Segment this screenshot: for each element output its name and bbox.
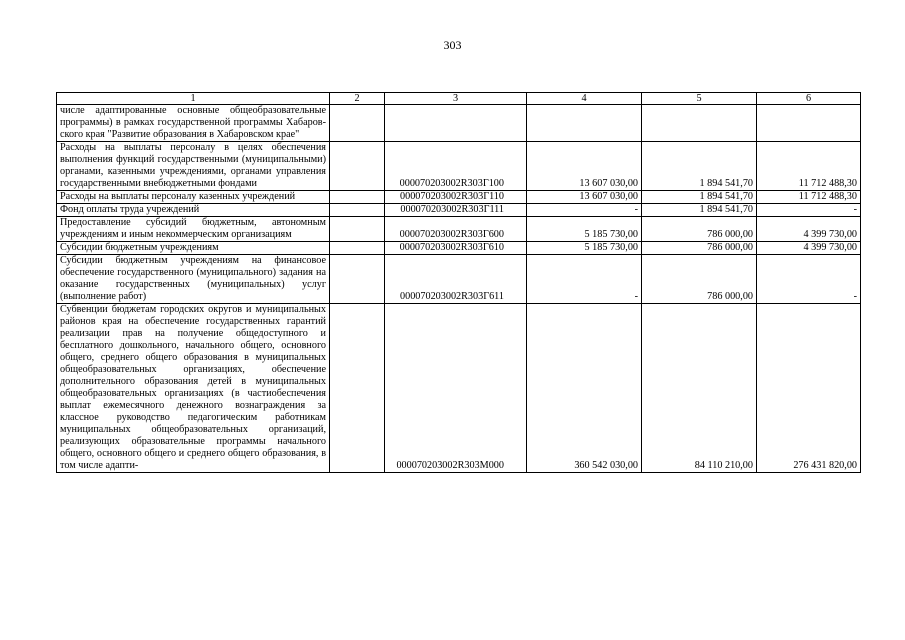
budget-table <box>56 92 861 473</box>
row-description: числе адаптированные основные общеобразовательные программы) в рамках государственной программы Хабаров-ского края "Развитие образования в Хабаровском крае" <box>57 105 330 142</box>
row-col2 <box>330 255 385 304</box>
row-code: 000070203002R303Г111 <box>385 204 527 217</box>
column-header: 3 <box>385 93 527 105</box>
row-value-6: 4 399 730,00 <box>757 242 861 255</box>
row-value-4: - <box>527 255 642 304</box>
table-row <box>57 304 861 473</box>
table-row <box>57 105 861 142</box>
row-value-5: 1 894 541,70 <box>642 191 757 204</box>
row-value-4: 5 185 730,00 <box>527 217 642 242</box>
row-value-5: 1 894 541,70 <box>642 142 757 191</box>
row-value-4: - <box>527 204 642 217</box>
row-value-4: 13 607 030,00 <box>527 191 642 204</box>
row-col2 <box>330 105 385 142</box>
row-value-5 <box>642 105 757 142</box>
row-value-6: - <box>757 255 861 304</box>
table-row <box>57 191 861 204</box>
row-code: 000070203002R303Г610 <box>385 242 527 255</box>
row-col2 <box>330 191 385 204</box>
row-code: 000070203002R303Г110 <box>385 191 527 204</box>
page-number: 303 <box>443 38 462 52</box>
row-description: Предоставление субсидий бюджетным, автономным учреждениям и иным некоммерческим организациям <box>57 217 330 242</box>
row-code: 000070203002R303Г100 <box>385 142 527 191</box>
row-code: 000070203002R303М000 <box>385 304 527 473</box>
row-value-5: 786 000,00 <box>642 217 757 242</box>
row-value-4: 13 607 030,00 <box>527 142 642 191</box>
row-col2 <box>330 304 385 473</box>
table-row <box>57 242 861 255</box>
row-description: Субсидии бюджетным учреждениям <box>57 242 330 255</box>
row-code: 000070203002R303Г600 <box>385 217 527 242</box>
row-description: Расходы на выплаты персоналу казенных учреждений <box>57 191 330 204</box>
row-value-4: 360 542 030,00 <box>527 304 642 473</box>
column-header: 6 <box>757 93 861 105</box>
row-col2 <box>330 242 385 255</box>
row-value-6: 4 399 730,00 <box>757 217 861 242</box>
row-code <box>385 105 527 142</box>
row-code: 000070203002R303Г611 <box>385 255 527 304</box>
row-value-4 <box>527 105 642 142</box>
row-description: Фонд оплаты труда учреждений <box>57 204 330 217</box>
table-row <box>57 142 861 191</box>
column-header: 5 <box>642 93 757 105</box>
row-description: Субсидии бюджетным учреждениям на финансовое обеспечение государственного (муниципального) задания на оказание государственных (муниципальных) услуг (выполнение работ) <box>57 255 330 304</box>
row-value-6: 11 712 488,30 <box>757 191 861 204</box>
row-value-4: 5 185 730,00 <box>527 242 642 255</box>
table-row <box>57 255 861 304</box>
row-value-5: 786 000,00 <box>642 255 757 304</box>
row-col2 <box>330 204 385 217</box>
row-value-6: 11 712 488,30 <box>757 142 861 191</box>
row-value-5: 786 000,00 <box>642 242 757 255</box>
row-value-5: 84 110 210,00 <box>642 304 757 473</box>
row-value-5: 1 894 541,70 <box>642 204 757 217</box>
column-header: 1 <box>57 93 330 105</box>
table-row <box>57 217 861 242</box>
table-row <box>57 204 861 217</box>
row-value-6 <box>757 105 861 142</box>
row-value-6: - <box>757 204 861 217</box>
row-col2 <box>330 142 385 191</box>
row-value-6: 276 431 820,00 <box>757 304 861 473</box>
table-header-row <box>57 93 861 105</box>
column-header: 4 <box>527 93 642 105</box>
column-header: 2 <box>330 93 385 105</box>
row-description: Расходы на выплаты персоналу в целях обеспечения выполнения функций государственными (муниципальными) органами, казенными учреждениями, органами управления государственными внебюджетными фондами <box>57 142 330 191</box>
row-description: Субвенции бюджетам городских округов и муниципальных районов края на обеспечение государственных гарантий реализации прав на получение общедоступного и бесплатного дошкольного, начального общего, основного общего, среднего общего образования в муниципальных общеобразовательных организациях, обеспечение дополнительного образования детей в муниципальных общеобразовательных организациях (в частиобеспечения выплат ежемесячного денежного вознаграждения за классное руководство педагогическим работникам муниципальных общеобразовательных организаций, реализующих образовательные программы начального общего, основного общего и среднего общего образования, в том числе адапти- <box>57 304 330 473</box>
row-col2 <box>330 217 385 242</box>
